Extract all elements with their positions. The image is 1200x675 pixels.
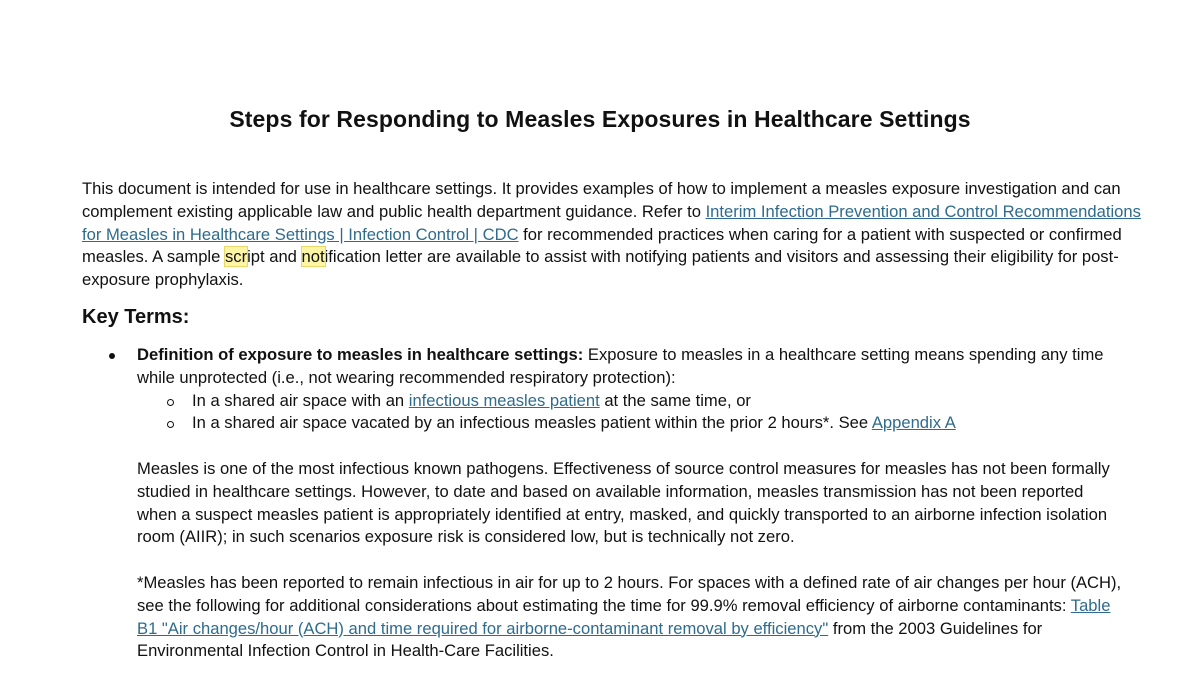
document-title: Steps for Responding to Measles Exposures in Healthcare Settings bbox=[229, 106, 971, 132]
table-b1-link[interactable]: Table B1 "Air changes/hour (ACH) and time required for airborne-contaminant removal by efficiency" bbox=[137, 595, 1111, 638]
highlight-scr[interactable]: scr bbox=[224, 247, 248, 267]
sub1-pre: In a shared air space with an bbox=[192, 390, 409, 410]
list-item bbox=[137, 344, 1127, 390]
intro-text-2: for recommended practices when caring for a patient with suspected or confirmed measles. A sample bbox=[82, 224, 1122, 267]
bullet-icon bbox=[109, 353, 115, 359]
circle-bullet-icon bbox=[167, 399, 174, 406]
definition-text: Exposure to measles in a healthcare setting means spending any time while unprotected (i.e., not wearing recommended respiratory protection): bbox=[137, 345, 1104, 387]
highlight-not[interactable]: not bbox=[301, 247, 325, 267]
appendix-a-link[interactable]: Appendix A bbox=[871, 413, 956, 433]
sub-list-item bbox=[137, 412, 1127, 435]
sub2-pre: In a shared air space vacated by an infectious measles patient within the prior 2 hours*. See bbox=[192, 413, 872, 433]
cdc-recommendations-link[interactable]: Interim Infection Prevention and Control Recommendations for Measles in Healthcare Settings | Infection Control | CDC bbox=[82, 201, 1141, 244]
sub1-post: at the same time, or bbox=[599, 390, 751, 410]
key-terms-heading: Key Terms: bbox=[82, 306, 190, 328]
air-changes-text-1: *Measles has been reported to remain infectious in air for up to 2 hours. For spaces with a defined rate of air changes per hour (ACH), see the following for additional considerations about estimating the time for 99.9% removal efficiency of airborne contaminants: bbox=[137, 572, 1122, 615]
definition-term: Definition of exposure to measles in healthcare settings: bbox=[137, 345, 584, 364]
infectious-measles-patient-link[interactable]: infectious measles patient bbox=[408, 390, 600, 410]
intro-text-1: This document is intended for use in healthcare settings. It provides examples of how to implement a measles exposure investigation and can complement existing applicable law and public health department guidance. Refer to bbox=[82, 179, 1121, 221]
measles-infectious-paragraph: Measles is one of the most infectious known pathogens. Effectiveness of source control measures for measles has not been formally studied in healthcare settings. However, to date and based on available information, measles transmission has not been reported when a suspect measles patient is appropriately identified at entry, masked, and quickly transported to an airborne infection isolation room (AIIR); in such scenarios exposure risk is considered low, but is technically not zero. bbox=[137, 458, 1110, 547]
circle-bullet-icon bbox=[167, 421, 174, 428]
air-changes-paragraph bbox=[137, 572, 1127, 663]
intro-text-3: ipt and bbox=[247, 247, 302, 267]
intro-paragraph bbox=[82, 178, 1142, 292]
key-terms-list bbox=[137, 344, 1127, 663]
intro-text-4: ification letter are available to assist with notifying patients and visitors and assessing their eligibility for post-exposure prophylaxis. bbox=[82, 247, 1119, 290]
air-changes-text-2: from the 2003 Guidelines for Environmental Infection Control in Health-Care Facilities. bbox=[137, 618, 1043, 661]
sub-list-item bbox=[137, 390, 1127, 413]
